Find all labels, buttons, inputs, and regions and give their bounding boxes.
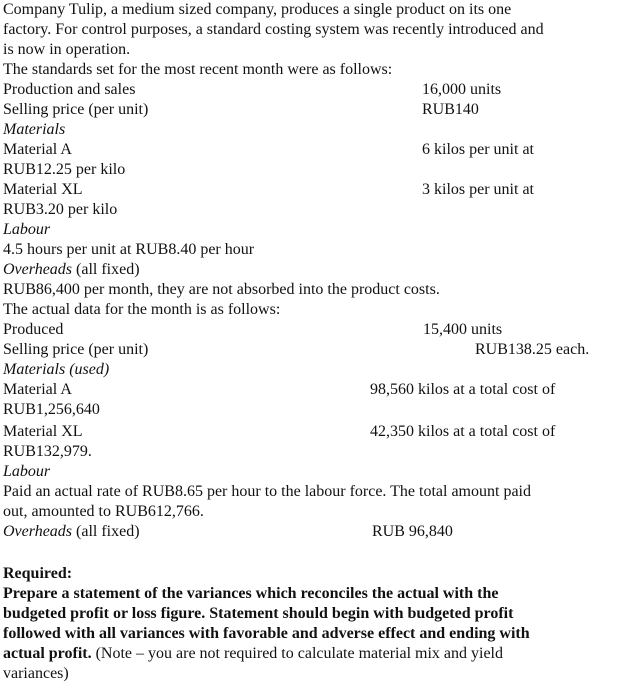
std-mat-a-rate: RUB12.25 per kilo <box>3 161 126 178</box>
act-materials-heading: Materials (used) <box>3 361 110 378</box>
act-mat-xl-value: 42,350 kilos at a total cost of <box>370 423 556 440</box>
act-overheads-value: RUB 96,840 <box>372 523 453 540</box>
std-labour-heading: Labour <box>3 221 51 238</box>
std-overheads-text: RUB86,400 per month, they are not absorbed into the product costs. <box>3 281 440 298</box>
std-mat-xl-value: 3 kilos per unit at <box>422 181 534 198</box>
std-mat-a-label: Material A <box>3 141 72 158</box>
required-line-1: Prepare a statement of the variances which reconciles the actual with the <box>3 585 499 602</box>
required-line-5: variances) <box>3 665 69 682</box>
std-overheads-line <box>3 260 140 280</box>
act-produced-label: Produced <box>3 321 64 338</box>
intro-line-1: Company Tulip, a medium sized company, produces a single product on its one <box>3 1 512 18</box>
std-materials-heading: Materials <box>3 121 66 138</box>
std-overheads-heading: Overheads <box>3 261 73 278</box>
std-price-value: RUB140 <box>422 101 479 118</box>
std-production-label: Production and sales <box>3 81 136 98</box>
intro-line-3: is now in operation. <box>3 41 131 58</box>
act-mat-a-value: 98,560 kilos at a total cost of <box>370 381 556 398</box>
act-mat-a-cost: RUB1,256,640 <box>3 401 100 418</box>
act-overheads-suffix: (all fixed) <box>72 523 140 540</box>
act-overheads-heading: Overheads <box>3 523 73 540</box>
act-mat-a-label: Material A <box>3 381 72 398</box>
std-price-label: Selling price (per unit) <box>3 101 149 118</box>
actual-intro: The actual data for the month is as follows: <box>3 301 281 318</box>
required-note: (Note – you are not required to calculate material mix and yield <box>91 645 503 662</box>
required-heading: Required: <box>3 565 73 582</box>
std-labour-text: 4.5 hours per unit at RUB8.40 per hour <box>3 241 255 258</box>
std-production-value: 16,000 units <box>422 81 502 98</box>
act-labour-line-2: out, amounted to RUB612,766. <box>3 503 204 520</box>
standards-intro: The standards set for the most recent month were as follows: <box>3 61 393 78</box>
required-line-4-bold: actual profit. <box>3 645 92 662</box>
std-mat-xl-rate: RUB3.20 per kilo <box>3 201 118 218</box>
required-line-4 <box>3 644 503 664</box>
std-mat-a-value: 6 kilos per unit at <box>422 141 534 158</box>
required-line-2: budgeted profit or loss figure. Statement should begin with budgeted profit <box>3 605 514 622</box>
act-overheads-line <box>3 522 140 542</box>
act-price-label: Selling price (per unit) <box>3 341 149 358</box>
act-labour-heading: Labour <box>3 463 51 480</box>
std-mat-xl-label: Material XL <box>3 181 83 198</box>
std-overheads-suffix: (all fixed) <box>72 261 140 278</box>
act-mat-xl-cost: RUB132,979. <box>3 443 92 460</box>
required-line-3: followed with all variances with favorable and adverse effect and ending with <box>3 625 530 642</box>
intro-line-2: factory. For control purposes, a standard costing system was recently introduced and <box>3 21 544 38</box>
act-mat-xl-label: Material XL <box>3 423 83 440</box>
act-price-value: RUB138.25 each. <box>475 341 590 358</box>
act-produced-value: 15,400 units <box>423 321 503 338</box>
act-labour-line-1: Paid an actual rate of RUB8.65 per hour to the labour force. The total amount paid <box>3 483 531 500</box>
